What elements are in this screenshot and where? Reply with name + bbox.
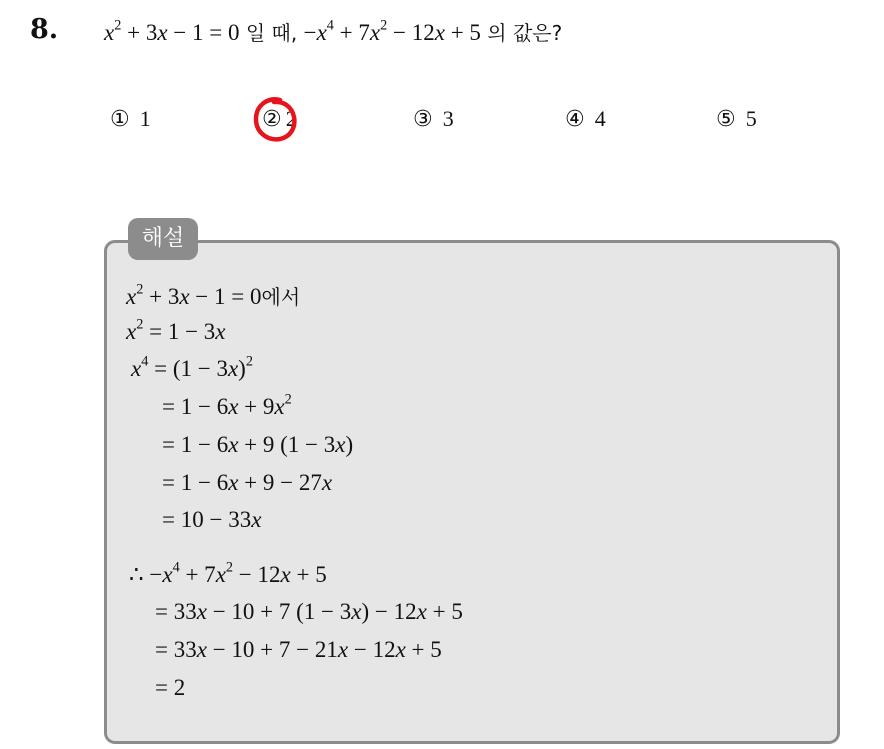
- choice-5-mark: ⑤: [716, 107, 736, 132]
- choice-5[interactable]: [716, 106, 757, 132]
- solution-line-7: = 10 − 33x: [162, 507, 262, 532]
- solution-line-6: = 1 − 6x + 9 − 27x: [162, 470, 333, 495]
- solution-line-10: = 33x − 10 + 7 − 21x − 12x + 5: [155, 637, 442, 662]
- choice-2-value: 2: [285, 106, 297, 131]
- choice-5-value: 5: [745, 106, 757, 131]
- choice-3-mark: ③: [413, 107, 433, 132]
- choice-1-mark: ①: [110, 107, 130, 132]
- solution-line-9: = 33x − 10 + 7 (1 − 3x) − 12x + 5: [155, 599, 463, 624]
- answer-circle-mark: [250, 95, 298, 145]
- answer-choices: [0, 106, 884, 138]
- question-text: [104, 17, 562, 46]
- solution-line-2: $x^2 = 1 - 3x$: [126, 316, 226, 344]
- solution-line-3: $x^4 = (1 - 3x)^2$: [131, 353, 253, 381]
- choice-3-value: 3: [442, 106, 454, 131]
- solution-line-11: = 2: [155, 675, 186, 700]
- q-cond-suffix: 일 때,: [239, 21, 304, 45]
- solution-line-1: $x^2 + 3x - 1 = 0$에서: [126, 281, 301, 309]
- choice-4-mark: ④: [565, 107, 585, 132]
- choice-3[interactable]: [413, 106, 454, 132]
- solution-label: 해설: [128, 218, 198, 260]
- choice-1-value: 1: [139, 106, 151, 131]
- q-ask: 의 값은?: [480, 21, 563, 45]
- q-expr: $-x^4 + 7x^2 - 12x + 5$: [303, 17, 481, 45]
- choice-4[interactable]: [565, 106, 606, 132]
- q-cond: $x^2 + 3x - 1 = 0$: [104, 17, 240, 45]
- solution-line-5: = 1 − 6x + 9 (1 − 3x): [162, 432, 354, 457]
- solution-line-8: ∴ $-x^4 + 7x^2 - 12x + 5$: [129, 559, 327, 587]
- choice-1[interactable]: [110, 106, 151, 132]
- choice-2-mark: ②: [262, 107, 282, 132]
- question-number: 8.: [30, 14, 59, 45]
- choice-4-value: 4: [594, 106, 606, 131]
- solution-line-4: = $1 - 6x + 9x^2$: [162, 391, 292, 419]
